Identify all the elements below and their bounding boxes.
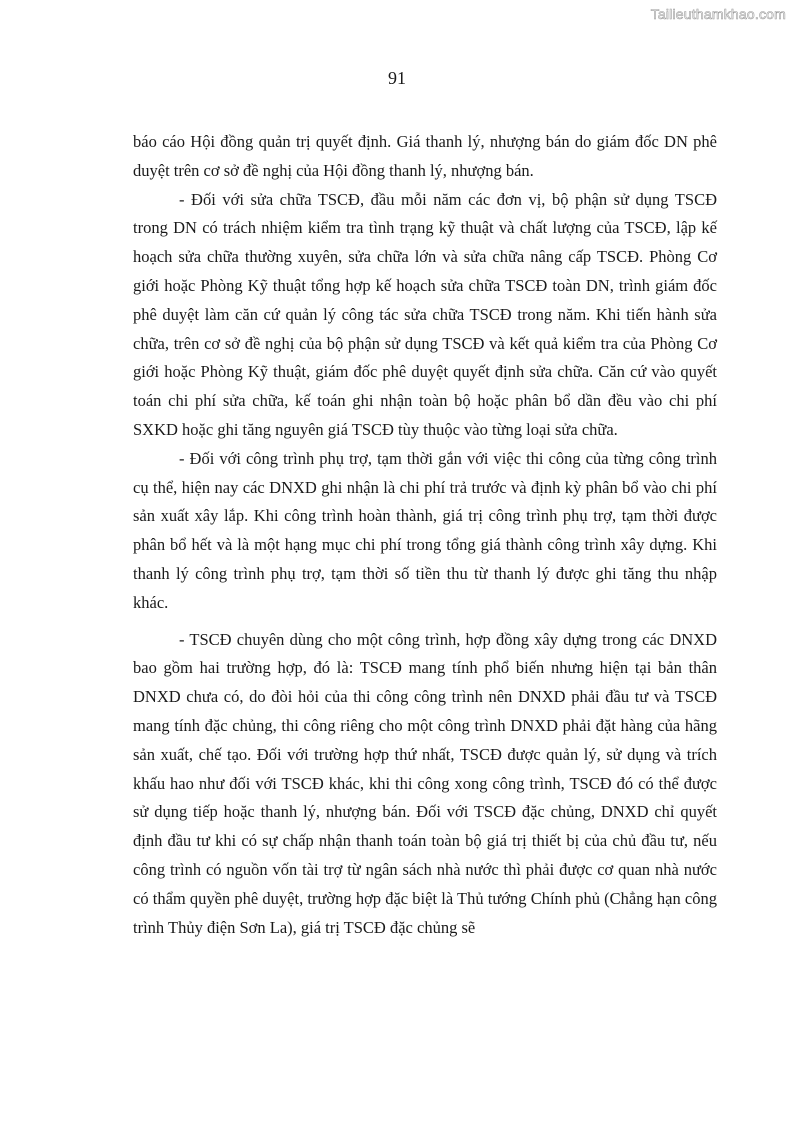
paragraph-auxiliary-works: - Đối với công trình phụ trợ, tạm thời gắn với việc thi công của từng công trình cụ thể, hiện nay các DNXD ghi nhận là chi phí trả trước và định kỳ phân bổ vào chi phí sản xuất xây lắp. Khi công trình hoàn thành, giá trị công trình phụ trợ, tạm thời được phân bổ hết và là một hạng mục chi phí trong tổng giá thành công trình xây dựng. Khi thanh lý công trình phụ trợ, tạm thời số tiền thu từ thanh lý được ghi tăng thu nhập khác. <box>133 448 717 612</box>
paragraph-specialized-assets: - TSCĐ chuyên dùng cho một công trình, hợp đồng xây dựng trong các DNXD bao gồm hai trường hợp, đó là: TSCĐ mang tính phổ biến nhưng hiện tại bản thân DNXD chưa có, do đòi hỏi của thi công công trình nên DNXD phải đầu tư và TSCĐ mang tính đặc chủng, thi công riêng cho một công trình DNXD phải đặt hàng của hãng sản xuất, chế tạo. Đối với trường hợp thứ nhất, TSCĐ được quản lý, sử dụng và trích khấu hao như đối với TSCĐ khác, khi thi công xong công trình, TSCĐ đó có thể được sử dụng tiếp hoặc thanh lý, nhượng bán. Đối với TSCĐ đặc chủng, DNXD chỉ quyết định đầu tư khi có sự chấp nhận thanh toán toàn bộ giá trị thiết bị của chủ đầu tư, nếu công trình có nguồn vốn tài trợ từ ngân sách nhà nước thì phải được cơ quan nhà nước có thẩm quyền phê duyệt, trường hợp đặc biệt là Thủ tướng Chính phủ (Chẳng hạn công trình Thủy điện Sơn La), giá trị TSCĐ đặc chủng sẽ <box>133 629 717 937</box>
document-body <box>133 128 717 942</box>
watermark-text: Tailieuthamkhao.com <box>650 6 786 22</box>
page-number: 91 <box>388 68 406 88</box>
paragraph-continuation: báo cáo Hội đồng quản trị quyết định. Giá thanh lý, nhượng bán do giám đốc DN phê duyệt trên cơ sở đề nghị của Hội đồng thanh lý, nhượng bán. <box>133 132 717 180</box>
paragraph-repair: - Đối với sửa chữa TSCĐ, đầu mỗi năm các đơn vị, bộ phận sử dụng TSCĐ trong DN có trách nhiệm kiểm tra tình trạng kỹ thuật và chất lượng của TSCĐ, lập kế hoạch sửa chữa thường xuyên, sửa chữa lớn và sửa chữa nâng cấp TSCĐ. Phòng Cơ giới hoặc Phòng Kỹ thuật tổng hợp kế hoạch sửa chữa TSCĐ toàn DN, trình giám đốc phê duyệt làm căn cứ quản lý công tác sửa chữa TSCĐ trong năm. Khi tiến hành sửa chữa, trên cơ sở đề nghị của bộ phận sử dụng TSCĐ và kết quả kiểm tra của Phòng Cơ giới hoặc Phòng Kỹ thuật, giám đốc phê duyệt quyết định sửa chữa. Căn cứ vào quyết toán chi phí sửa chữa, kế toán ghi nhận toàn bộ hoặc phân bổ dần đều vào chi phí SXKD hoặc ghi tăng nguyên giá TSCĐ tùy thuộc vào từng loại sửa chữa. <box>133 189 717 439</box>
